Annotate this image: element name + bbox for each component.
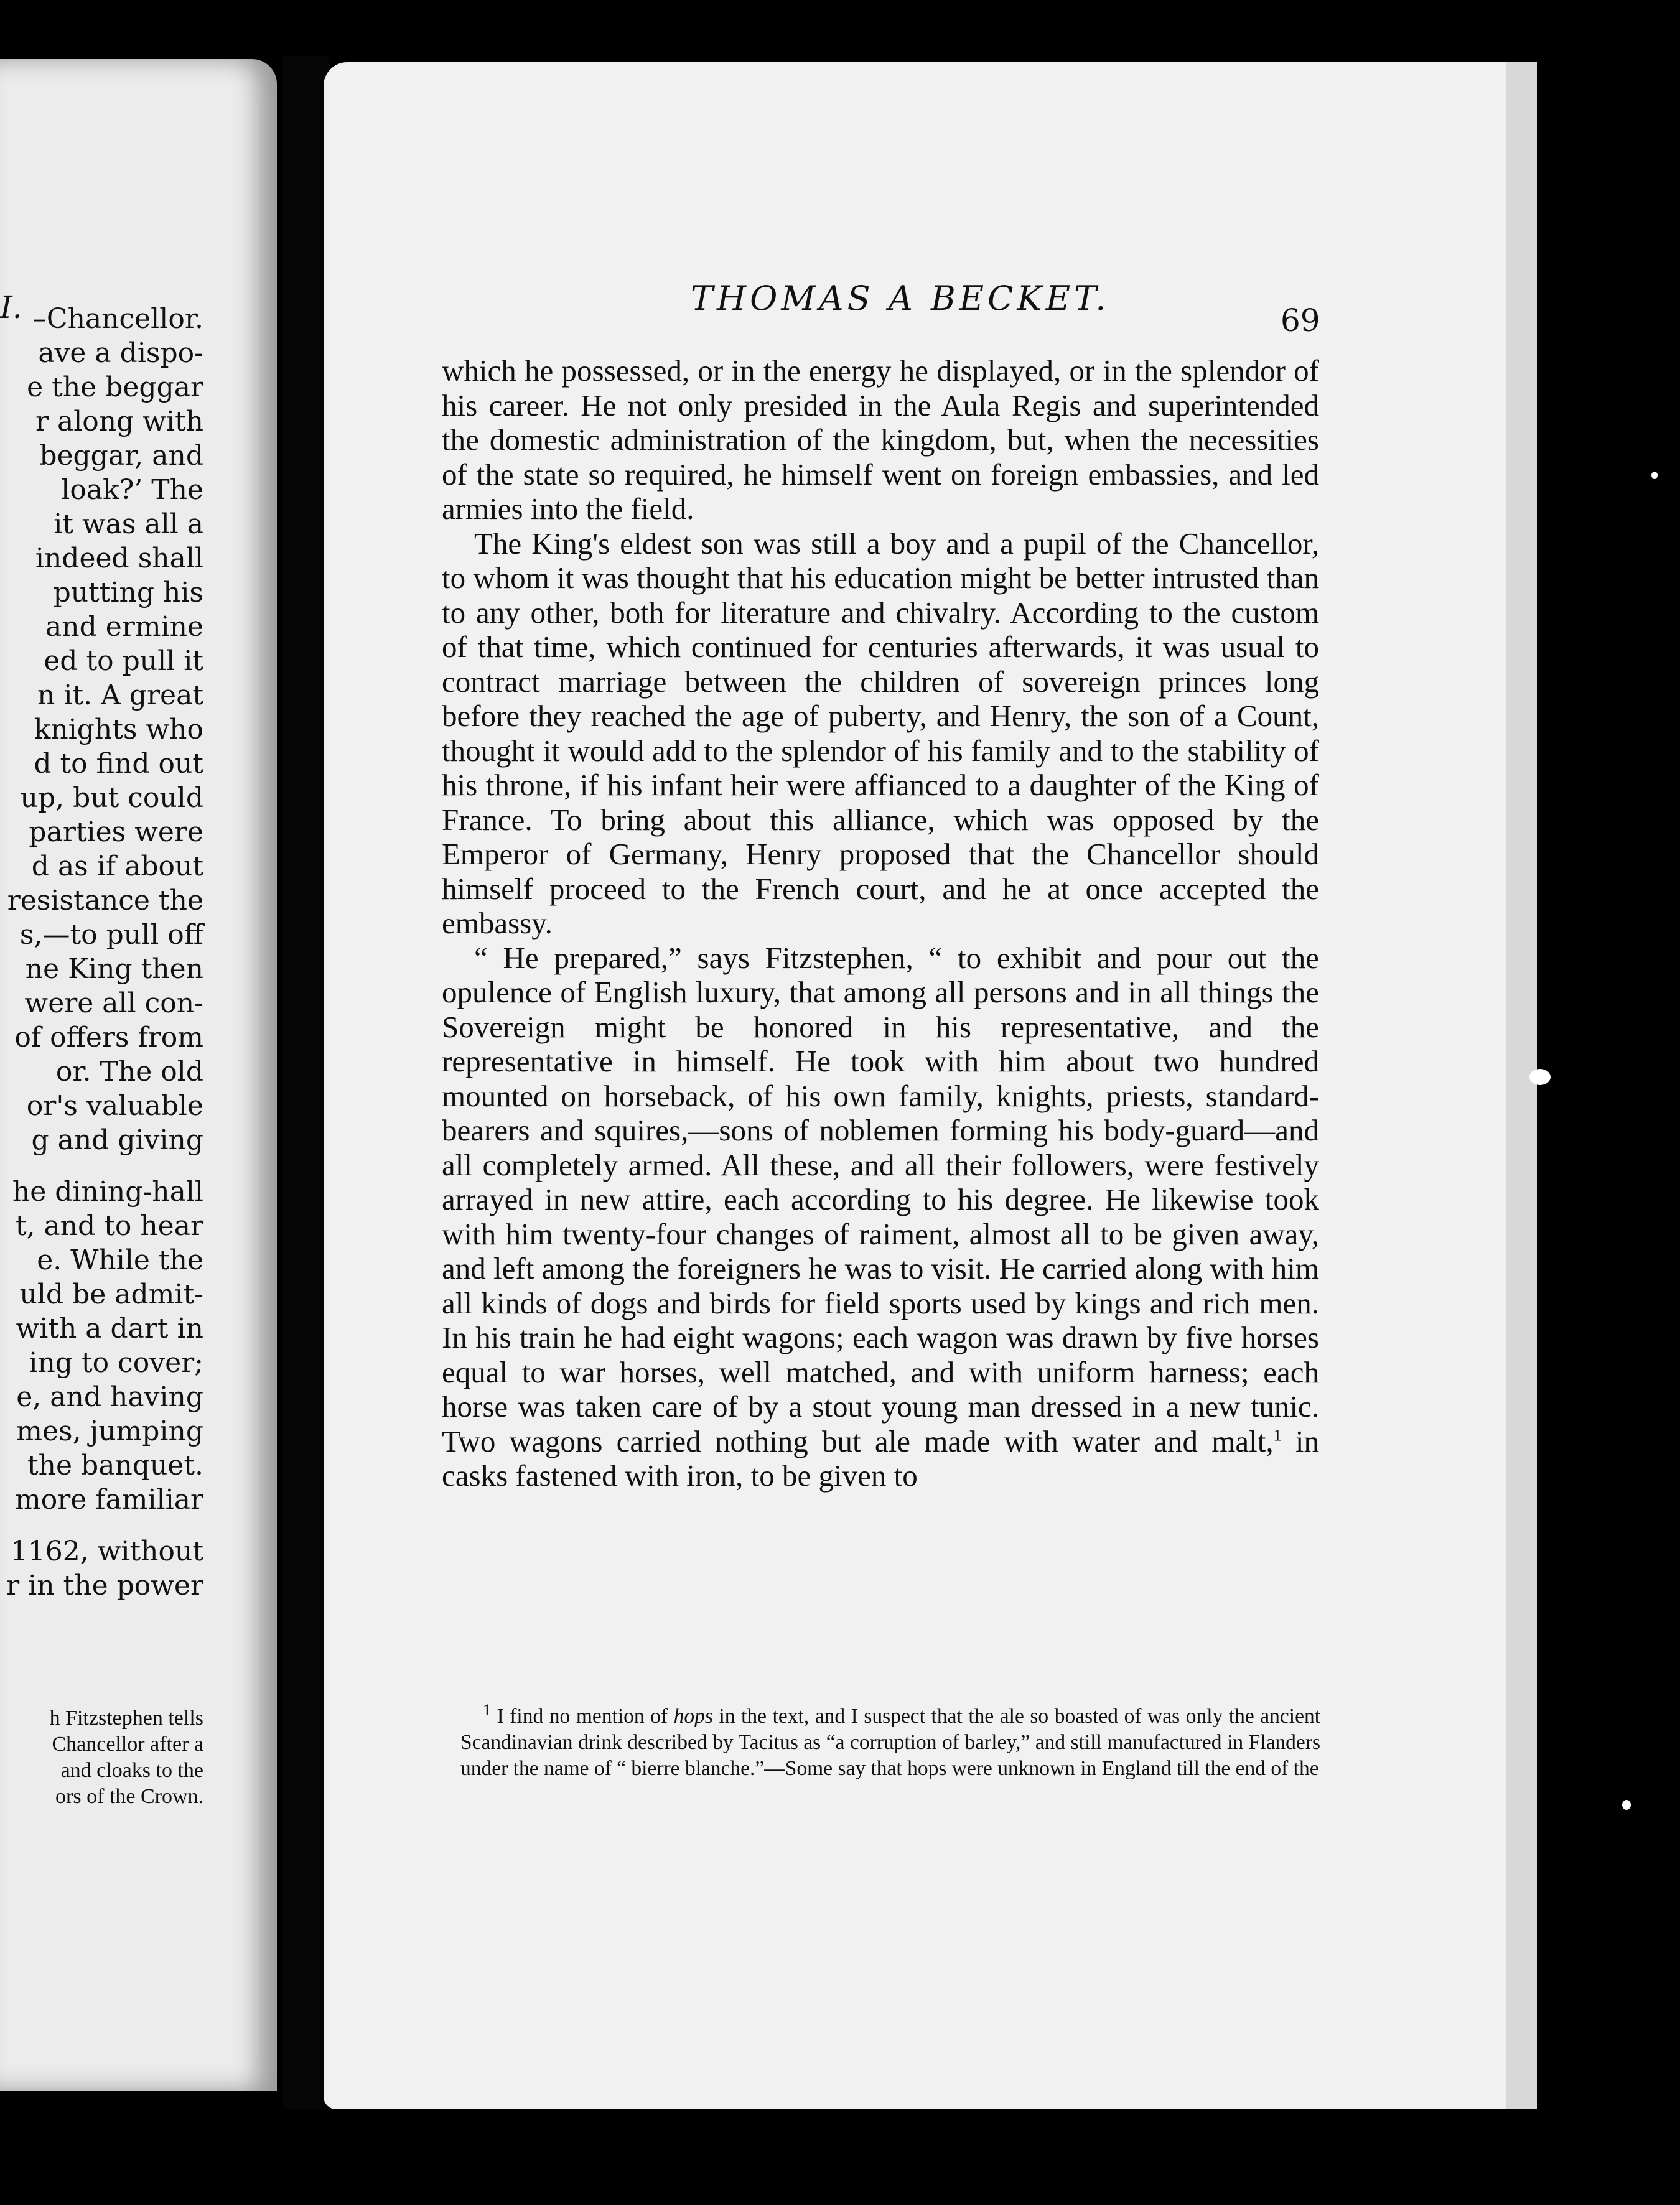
facing-page-line: r in the power — [6, 1570, 203, 1601]
paragraph: The King's eldest son was still a boy and a pupil of the Chancellor, to whom it was thought that his education might be better intrusted than to any other, both for literature and chivalry. According to the custom of that time, which continued for centuries afterwards, it was usual to contract marriage between the children of sovereign princes long before they reached the age of puberty, and Henry, the son of a Count, thought it would add to the splendor of his family and to the stability of his throne, if his infant heir were affianced to a daughter of the King of France. To bring about this alliance, which was opposed by the Emperor of Germany, Henry proposed that the Chancellor should himself proceed to the French court, and he at once accepted the embassy. — [442, 526, 1319, 940]
facing-page-running-head: I. — [0, 289, 22, 325]
facing-page-line: e the beggar — [27, 371, 203, 403]
page-edge — [1506, 62, 1537, 2109]
facing-page-line: e, and having — [16, 1381, 203, 1413]
page-number: 69 — [1281, 302, 1320, 338]
paragraph: which he possessed, or in the energy he displayed, or in the splendor of his career. He not only presided in the Aula Regis and superintended the domestic administration of the kingdom, but, when the necessities of the state so required, he himself went on foreign embassies, and led armies into the field. — [442, 353, 1319, 526]
facing-page-footnote-line: ors of the Crown. — [55, 1785, 203, 1808]
facing-page-line: d to find out — [34, 748, 203, 780]
book-gutter — [283, 56, 330, 2109]
facing-page-line: ave a dispo- — [38, 337, 203, 369]
facing-page-line: or. The old — [55, 1056, 203, 1088]
facing-page-line: it was all a — [54, 508, 203, 540]
facing-page-line: loak?’ The — [61, 474, 203, 506]
footnote-text-part: in the text, and I suspect that the ale so boasted of was only the ancient Scandinavian drink described by Tacitus as “a corruption of barley,” and still manufactured in Flanders under the name of “ bierre blanche.”—Some say that hops were unknown in England till the end of the — [460, 1705, 1321, 1780]
facing-page-line: ed to pull it — [44, 645, 203, 677]
facing-page-line: knights who — [34, 714, 203, 745]
paragraph-text: “ He prepared,” says Fitzstephen, “ to exhibit and pour out the opulence of English luxury, that among all persons and in all things the Sovereign might be honored in his representative, and the representative in himself. He took with him about two hundred mounted on horseback, of his own family, knights, priests, standard-bearers and squires,—sons of noblemen forming his body-guard—and all completely armed. All these, and all their followers, were festively arrayed in new attire, each according to his degree. He likewise took with him twenty-four changes of raiment, almost all to be given away, and left among the foreigners he was to visit. He carried along with him all kinds of dogs and birds for field sports used by kings and rich men. In his train he had eight wagons; each wagon was drawn by five horses equal to war horses, well matched, and with uniform harness; each horse was taken care of by a stout young man dressed in a new tunic. Two wagons carried nothing but ale made with water and malt, — [442, 940, 1319, 1458]
facing-page-line: he dining-hall — [12, 1176, 203, 1208]
footnote-text — [460, 1700, 1321, 1782]
facing-page-line: mes, jumping — [16, 1415, 203, 1447]
facing-page-line: g and giving — [31, 1124, 203, 1156]
facing-page-line: r along with — [35, 406, 203, 437]
facing-page-line: resistance the — [7, 885, 203, 916]
facing-page — [0, 59, 277, 2091]
facing-page-line: and ermine — [45, 611, 203, 643]
scan-speck — [1622, 1800, 1631, 1810]
facing-page-line: t, and to hear — [15, 1210, 203, 1242]
facing-page-line: s,—to pull off — [19, 919, 203, 951]
footnote — [460, 1700, 1321, 1782]
footnote-italic-word: hops — [673, 1705, 713, 1728]
facing-page-line: of offers from — [14, 1022, 203, 1053]
facing-page-footnote-line: Chancellor after a — [52, 1733, 203, 1756]
facing-page-line: n it. A great — [37, 679, 203, 711]
paragraph-text: in casks fastened with iron, to be given to — [442, 1424, 1319, 1493]
paragraph — [442, 941, 1319, 1493]
scan-speck — [1529, 1069, 1551, 1085]
facing-page-line: up, but could — [20, 782, 203, 814]
facing-page-line: 1162, without — [10, 1536, 203, 1567]
facing-page-line: parties were — [29, 816, 203, 848]
facing-page-line: more familiar — [15, 1484, 203, 1516]
facing-page-line: were all con- — [24, 987, 203, 1019]
facing-page-line: the banquet. — [27, 1450, 203, 1481]
facing-page-footnote-line: h Fitzstephen tells — [49, 1707, 203, 1730]
scan-speck — [1651, 472, 1658, 479]
facing-page-line: indeed shall — [35, 543, 203, 574]
footnote-mark: 1 — [483, 1700, 491, 1719]
facing-page-line: ne King then — [25, 953, 203, 985]
facing-page-line: d as if about — [31, 851, 203, 882]
facing-page-line: with a dart in — [16, 1313, 203, 1345]
facing-page-line: or's valuable — [26, 1090, 203, 1122]
facing-page-line: –Chancellor. — [32, 303, 203, 335]
running-head-title: THOMAS A BECKET. — [691, 279, 1110, 318]
footnote-text-part: I find no mention of — [497, 1705, 668, 1728]
facing-page-footnote-line: and cloaks to the — [60, 1759, 203, 1782]
body-text — [442, 353, 1319, 1493]
facing-page-line: uld be admit- — [19, 1279, 203, 1310]
facing-page-line: ing to cover; — [29, 1347, 203, 1379]
facing-page-line: beggar, and — [39, 440, 203, 472]
facing-page-line: putting his — [53, 577, 203, 608]
facing-page-line: e. While the — [37, 1244, 203, 1276]
footnote-reference: 1 — [1273, 1426, 1282, 1445]
